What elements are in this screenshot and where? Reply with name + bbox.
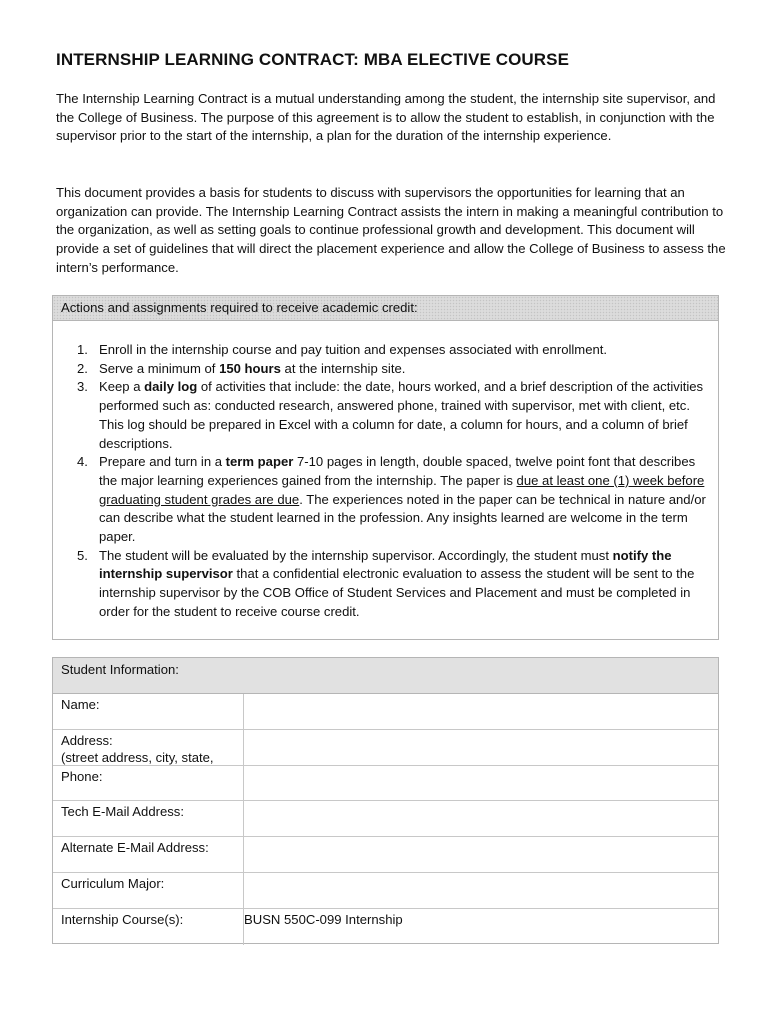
name-label: Name:: [53, 694, 244, 729]
item-emphasis: term paper: [225, 454, 294, 470]
document-title: INTERNSHIP LEARNING CONTRACT: MBA ELECTIVE COURSE: [56, 50, 570, 69]
row-phone: [53, 766, 718, 802]
action-item-enroll: [77, 341, 718, 360]
action-item-evaluation: [77, 547, 718, 622]
alternate-email-field[interactable]: [244, 837, 718, 872]
curriculum-major-field[interactable]: [244, 873, 718, 908]
student-information-header: Student Information:: [53, 658, 718, 694]
action-item-term-paper: [77, 453, 718, 547]
item-text: at the internship site.: [280, 360, 406, 376]
item-emphasis: notify the internship supervisor: [99, 547, 672, 582]
item-text: The student will be evaluated by the internship supervisor. Accordingly, the student must: [99, 547, 613, 563]
name-field[interactable]: [244, 694, 718, 729]
item-text: Serve a minimum of: [99, 360, 220, 376]
item-emphasis: daily log: [144, 379, 198, 395]
address-label: [53, 730, 244, 765]
action-item-hours: [77, 360, 718, 379]
student-information-table: [52, 657, 719, 944]
purpose-paragraph: This document provides a basis for students to discuss with supervisors the opportunities for learning that an organization can provide. The Internship Learning Contract assists the intern in making a meaningful contribution to the organization, as well as setting goals to continue professional growth and development. This document will provide a set of guidelines that will direct the placement experience and allow the College of Business to assess the intern’s performance.: [56, 185, 726, 275]
row-curriculum-major: [53, 873, 718, 909]
phone-field[interactable]: [244, 766, 718, 801]
item-text: 7-10 pages in length, double spaced, twelve point font that describes the major learning experiences gained from the internship. The paper is: [99, 454, 696, 488]
row-tech-email: [53, 801, 718, 837]
item-text: Keep a: [99, 379, 145, 395]
item-number: 1.: [77, 342, 88, 357]
action-item-daily-log: [77, 378, 718, 453]
tech-email-label: Tech E-Mail Address:: [53, 801, 244, 836]
address-label-text: Address:: [61, 732, 113, 748]
item-number: 2.: [77, 360, 88, 376]
internship-course-label: Internship Course(s):: [53, 909, 244, 945]
internship-course-field[interactable]: BUSN 550C-099 Internship: [244, 911, 403, 927]
item-number: 3.: [77, 379, 88, 395]
actions-list: [53, 321, 718, 622]
item-text: . The experiences noted in the paper can be technical in nature and/or can describe what the student learned in the profession. Any insights learned are welcome in the term paper.: [99, 491, 706, 545]
item-text: Prepare and turn in a: [99, 454, 226, 470]
item-text: that a confidential electronic evaluation to assess the student will be sent to the internship supervisor by the COB Office of Student Services and Placement and must be completed in order for the student to receive course credit.: [99, 566, 695, 619]
tech-email-field[interactable]: [244, 801, 718, 836]
row-name: [53, 694, 718, 730]
row-address: [53, 730, 718, 766]
item-text: of activities that include: the date, hours worked, and a brief description of the activities performed such as: conducted research, answered phone, trained with supervisor, met with client, etc. This log should be prepared in Excel with a column for date, a column for hours, and a column of brief descriptions.: [99, 379, 704, 451]
item-text: Enroll in the internship course and pay tuition and expenses associated with enrollment.: [99, 342, 608, 357]
due-date-note: due at least one (1) week before graduating student grades are due: [99, 472, 705, 507]
item-emphasis: 150 hours: [219, 360, 281, 376]
row-alternate-email: [53, 837, 718, 873]
address-field[interactable]: [244, 730, 718, 765]
actions-header: Actions and assignments required to receive academic credit:: [53, 296, 718, 321]
actions-section: [52, 295, 719, 640]
intro-paragraph: The Internship Learning Contract is a mutual understanding among the student, the internship site supervisor, and the College of Business. The purpose of this agreement is to allow the student to establish, in conjunction with the supervisor prior to the start of the internship, a plan for the duration of the internship experience.: [56, 91, 716, 144]
phone-label: Phone:: [53, 766, 244, 801]
curriculum-major-label: Curriculum Major:: [53, 873, 244, 908]
item-number: 5.: [77, 547, 88, 563]
alternate-email-label: Alternate E-Mail Address:: [53, 837, 244, 872]
row-internship-course: [53, 909, 718, 945]
item-number: 4.: [77, 454, 88, 470]
address-label-hint: (street address, city, state,: [61, 749, 214, 765]
